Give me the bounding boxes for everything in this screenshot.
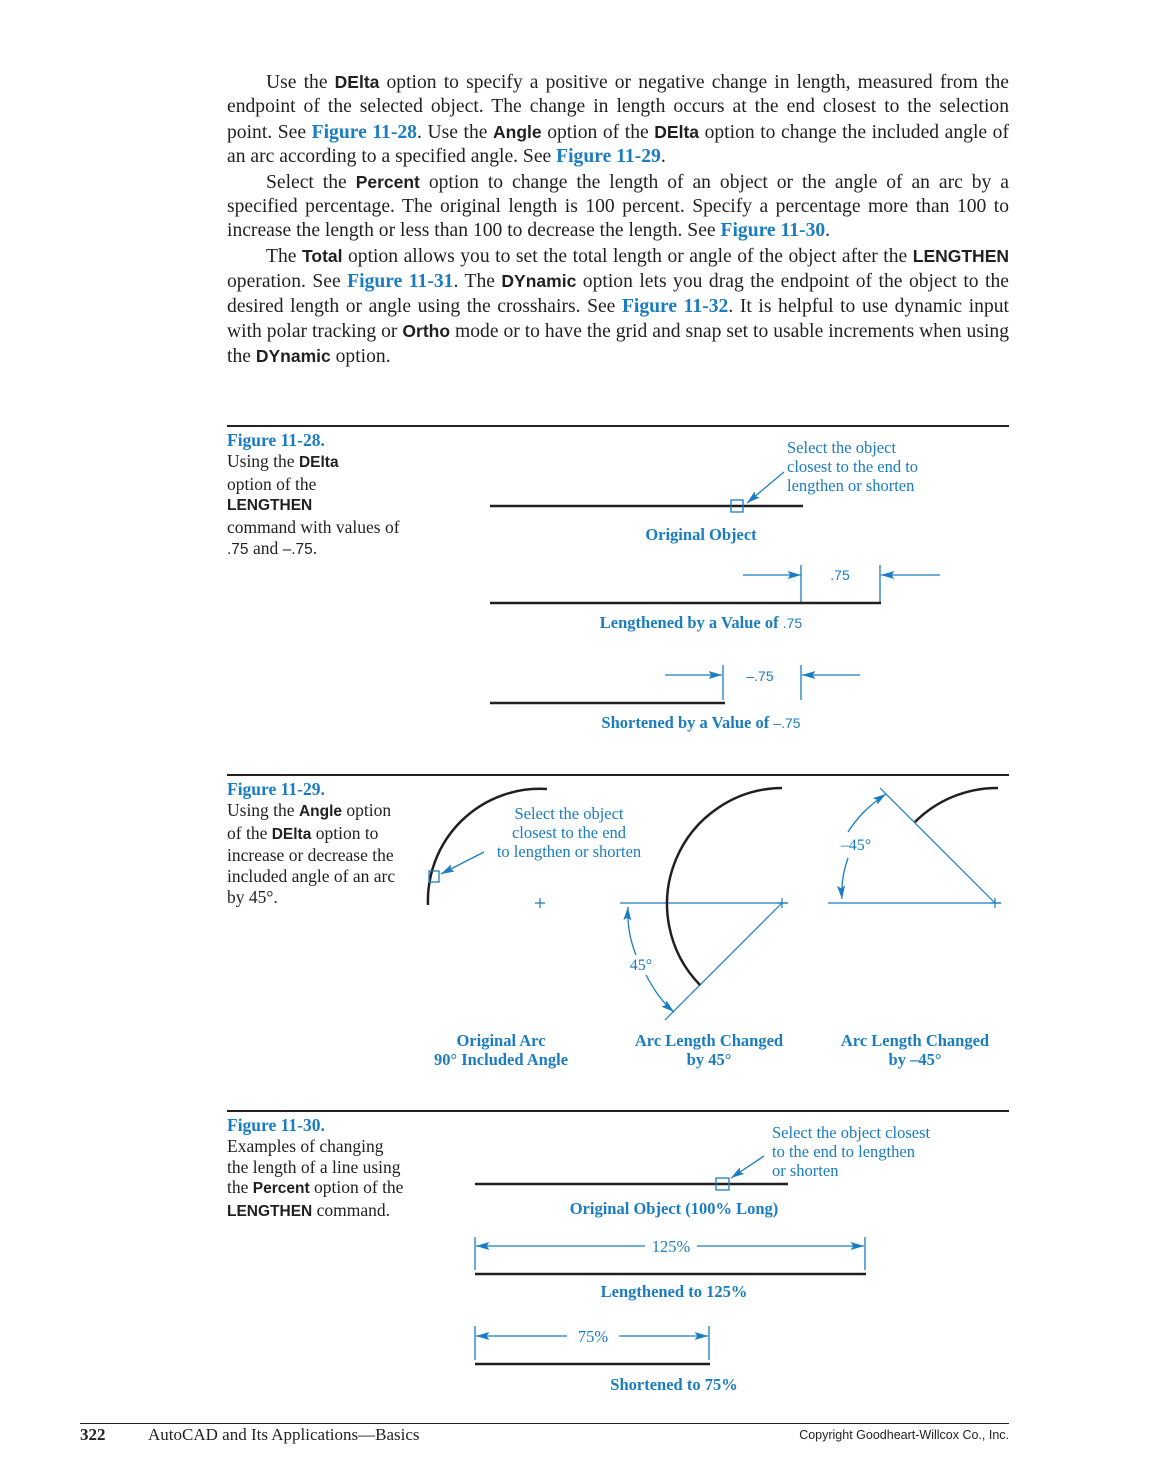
- link-figure-11-28[interactable]: Figure 11-28: [311, 121, 417, 143]
- svg-text:lengthen or shorten: lengthen or shorten: [787, 476, 915, 495]
- command-dynamic: DYnamic: [501, 271, 577, 292]
- svg-text:Lengthened by a Value of .75: Lengthened by a Value of .75: [599, 613, 803, 632]
- figure-number: Figure 11-29.: [227, 779, 325, 799]
- command-dynamic: DYnamic: [255, 346, 331, 367]
- svg-text:–45°: –45°: [840, 837, 872, 854]
- svg-text:90° Included Angle: 90° Included Angle: [433, 1050, 569, 1069]
- command-total: Total: [301, 245, 343, 266]
- book-title: AutoCAD and Its Applications—Basics: [148, 1425, 420, 1444]
- command-delta: DElta: [654, 121, 700, 142]
- command-lengthen: LENGTHEN: [912, 245, 1009, 266]
- svg-text:–.75: –.75: [746, 668, 774, 684]
- figure-11-29-caption: Figure 11-29. Using the Angle option of the DElta option to increase or decrease the included angle of an arc by 45°.: [227, 779, 405, 908]
- svg-text:Original Object (100% Long): Original Object (100% Long): [569, 1199, 779, 1218]
- figure-number: Figure 11-28.: [227, 430, 325, 450]
- command-delta: DElta: [334, 72, 380, 92]
- command-ortho: Ortho: [402, 321, 451, 342]
- changed-arc-neg: [915, 788, 998, 822]
- svg-text:Arc Length Changed: Arc Length Changed: [634, 1031, 784, 1050]
- copyright: Copyright Goodheart-Willcox Co., Inc.: [799, 1428, 1009, 1442]
- link-figure-11-30[interactable]: Figure 11-30: [720, 220, 826, 242]
- svg-text:125%: 125%: [651, 1237, 691, 1256]
- svg-text:Arc Length Changed: Arc Length Changed: [840, 1031, 990, 1050]
- svg-text:by 45°: by 45°: [686, 1050, 732, 1069]
- figure-number: Figure 11-30.: [227, 1115, 325, 1135]
- svg-text:Original Arc: Original Arc: [456, 1031, 546, 1050]
- figure-11-29-drawing: [428, 788, 1001, 1069]
- svg-text:Original Object: Original Object: [645, 525, 757, 544]
- figure-11-30-caption: Figure 11-30. Examples of changing the length of a line using the Percent option of the LENGTHEN command.: [227, 1115, 404, 1221]
- svg-text:closest to the end to: closest to the end to: [787, 457, 919, 476]
- link-figure-11-29[interactable]: Figure 11-29: [556, 146, 661, 168]
- figure-11-28-caption: Figure 11-28. Using the DElta option of the LENGTHEN command with values of .75 and –.75.: [227, 430, 417, 561]
- svg-text:closest to the end: closest to the end: [511, 823, 627, 842]
- svg-text:75%: 75%: [577, 1327, 609, 1346]
- svg-text:Shortened to 75%: Shortened to 75%: [610, 1375, 738, 1394]
- svg-text:Select the object: Select the object: [514, 804, 624, 823]
- link-figure-11-32[interactable]: Figure 11-32: [621, 295, 729, 317]
- figure-11-28-drawing: [490, 438, 940, 732]
- svg-text:Select the object closest: Select the object closest: [772, 1123, 931, 1142]
- page-number: 322: [80, 1425, 106, 1444]
- command-percent: Percent: [355, 171, 420, 192]
- svg-text:.75: .75: [830, 567, 850, 583]
- changed-arc-pos: [667, 788, 782, 985]
- svg-text:Shortened by a Value of –.75: Shortened by a Value of –.75: [601, 713, 801, 732]
- svg-text:45°: 45°: [629, 957, 653, 974]
- svg-text:by –45°: by –45°: [888, 1050, 942, 1069]
- figure-11-30-drawing: [475, 1123, 930, 1394]
- svg-text:or shorten: or shorten: [772, 1161, 839, 1180]
- svg-text:to lengthen or shorten: to lengthen or shorten: [496, 842, 642, 861]
- paragraph-delta: Use the DElta option to specify a positive or negative change in length, measured from the endpoint of the selected object. The change in length occurs at the end closest to the selection point. See Figure 11-28. Use the Angle option of the DElta option to change the included angle of an arc according to a specified angle. See Figure 11-29.: [227, 72, 1009, 168]
- svg-text:Lengthened to 125%: Lengthened to 125%: [600, 1282, 748, 1301]
- center-mark-icon: [535, 898, 545, 908]
- footer-rule: [80, 1423, 1009, 1424]
- link-figure-11-31[interactable]: Figure 11-31: [347, 271, 454, 293]
- paragraph-total: The Total option allows you to set the total length or angle of the object after the LENGTHEN operation. See Figure 11-31. The DYnamic option lets you drag the endpoint of the object to the desired length or angle using the crosshairs. See Figure 11-32. It is helpful to use dynamic input with polar tracking or Ortho mode or to have the grid and snap set to usable increments when using the DYnamic option.: [227, 245, 1009, 368]
- command-angle: Angle: [493, 121, 542, 142]
- svg-text:Select the object: Select the object: [787, 438, 897, 457]
- paragraph-percent: Select the Percent option to change the length of an object or the angle of an arc by a specified percentage. The original length is 100 percent. Specify a percentage more than 100 to increase the length or less than 100 to decrease the length. See Figure 11-30.: [227, 171, 1009, 242]
- svg-text:to the end to lengthen: to the end to lengthen: [772, 1142, 915, 1161]
